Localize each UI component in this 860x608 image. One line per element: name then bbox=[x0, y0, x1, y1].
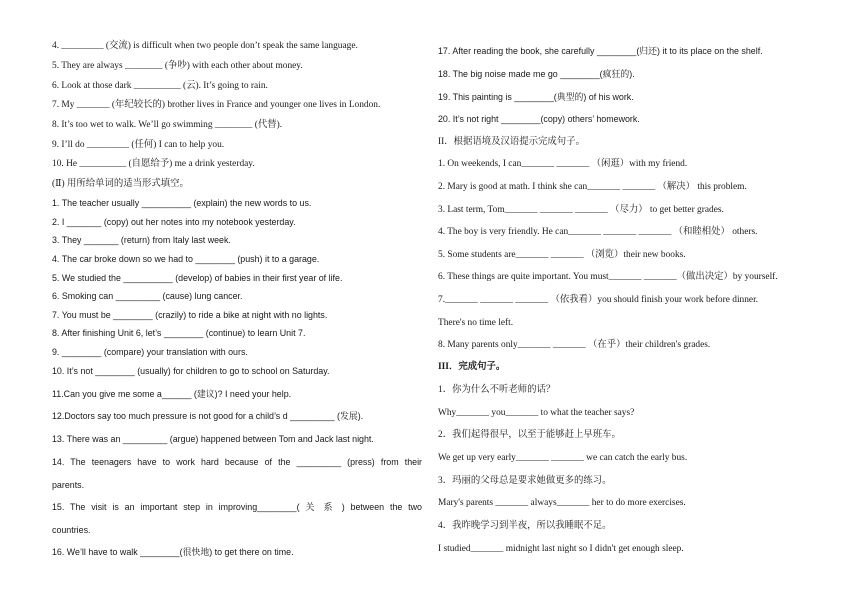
right-column-line: 1. On weekends, I can_______ _______ （闲逛）with my friend. bbox=[438, 159, 688, 169]
right-column-line: 5. Some students are_______ _______ （浏览）their new books. bbox=[438, 250, 686, 260]
right-column-line: II．根据语境及汉语提示完成句子。 bbox=[438, 137, 585, 147]
left-column-line: 4. _________ (交流) is difficult when two people don’t speak the same language. bbox=[52, 41, 358, 51]
right-column-line: 1．你为什么不听老师的话？ bbox=[438, 385, 556, 395]
left-column-line: 16. We’ll have to walk ________(很快地) to get there on time. bbox=[52, 547, 294, 557]
left-column-line: 5. We studied the __________ (develop) of babies in their first year of life. bbox=[52, 273, 343, 283]
left-column-line: countries. bbox=[52, 525, 91, 535]
right-column-line: There's no time left. bbox=[438, 318, 514, 328]
left-column-line: 7. My _______ (年纪较长的) brother lives in France and younger one lives in London. bbox=[52, 100, 381, 110]
right-column-line: 3. Last term, Tom_______ _______ _______ （尽力） to get better grades. bbox=[438, 205, 724, 215]
right-column-line: 2. Mary is good at math. I think she can_______ _______ （解决） this problem. bbox=[438, 182, 747, 192]
right-column-line: 2．我们起得很早，以至于能够赶上早班车。 bbox=[438, 430, 621, 440]
right-column-line: 18. The big noise made me go ________(疯狂的). bbox=[438, 69, 635, 79]
left-column-line: 1. The teacher usually __________ (explain) the new words to us. bbox=[52, 198, 312, 208]
left-column-line: 7. You must be ________ (crazily) to ride a bike at night with no lights. bbox=[52, 310, 328, 320]
left-column-line: 8. After finishing Unit 6, let’s ________ (continue) to learn Unit 7. bbox=[52, 328, 306, 338]
left-column-line: 3. They _______ (return) from Italy last week. bbox=[52, 235, 231, 245]
right-column-line: 19. This painting is ________(典型的) of his work. bbox=[438, 92, 634, 102]
right-column-line: 3．玛丽的父母总是要求她做更多的练习。 bbox=[438, 476, 612, 486]
right-column-line: 7._______ _______ _______ （依我看）you should finish your work before dinner. bbox=[438, 295, 759, 305]
left-column-line: 4. The car broke down so we had to ________ (push) it to a garage. bbox=[52, 254, 320, 264]
left-column-line: parents. bbox=[52, 480, 85, 490]
left-column-line: 13. There was an _________ (argue) happened between Tom and Jack last night. bbox=[52, 434, 374, 444]
right-column-line: 4．我昨晚学习到半夜，所以我睡眠不足。 bbox=[438, 521, 612, 531]
left-column-line: 12.Doctors say too much pressure is not good for a child’s d _________ (发展). bbox=[52, 411, 364, 421]
right-column-line: 20. It’s not right ________(copy) others’ homework. bbox=[438, 114, 640, 124]
right-column-line: 4. The boy is very friendly. He can_______ _______ _______ （和睦相处） others. bbox=[438, 227, 758, 237]
right-column-line: 8. Many parents only_______ _______ （在乎）their children's grades. bbox=[438, 340, 711, 350]
left-column-line: (Ⅱ) 用所给单词的适当形式填空。 bbox=[52, 179, 189, 189]
right-column-line: 17. After reading the book, she carefully ________(归还) it to its place on the shelf. bbox=[438, 46, 763, 56]
left-column-line: 10. It’s not ________ (usually) for children to go to school on Saturday. bbox=[52, 366, 330, 376]
left-column-line: 6. Look at those dark __________ (云). It’s going to rain. bbox=[52, 81, 268, 91]
left-column-line: 10. He __________ (自愿给予) me a drink yesterday. bbox=[52, 159, 255, 169]
right-column-line: We get up very early_______ _______ we can catch the early bus. bbox=[438, 453, 688, 463]
right-column-line: 6. These things are quite important. You must_______ _______（做出决定）by yourself. bbox=[438, 272, 778, 282]
left-column-line: 5. They are always ________ (争吵) with each other about money. bbox=[52, 61, 303, 71]
left-column-line: 14. The teenagers have to work hard because of the _________ (press) from their bbox=[52, 457, 422, 467]
right-column-line: III．完成句子。 bbox=[438, 362, 506, 372]
right-column-line: Why_______ you_______ to what the teacher says? bbox=[438, 408, 635, 418]
left-column-line: 6. Smoking can _________ (cause) lung cancer. bbox=[52, 291, 243, 301]
right-column-line: Mary's parents _______ always_______ her to do more exercises. bbox=[438, 498, 686, 508]
left-column-line: 2. I _______ (copy) out her notes into my notebook yesterday. bbox=[52, 217, 296, 227]
left-column-line: 8. It’s too wet to walk. We’ll go swimming ________ (代替). bbox=[52, 120, 283, 130]
right-column-line: I studied_______ midnight last night so I didn't get enough sleep. bbox=[438, 544, 684, 554]
left-column-line: 9. ________ (compare) your translation with ours. bbox=[52, 347, 248, 357]
left-column-line: 9. I’ll do _________ (任何) I can to help you. bbox=[52, 140, 225, 150]
left-column-line: 11.Can you give me some a______ (建议)? I need your help. bbox=[52, 389, 292, 399]
left-column-line: 15. The visit is an important step in improving________( 关 系 ) between the two bbox=[52, 502, 422, 512]
